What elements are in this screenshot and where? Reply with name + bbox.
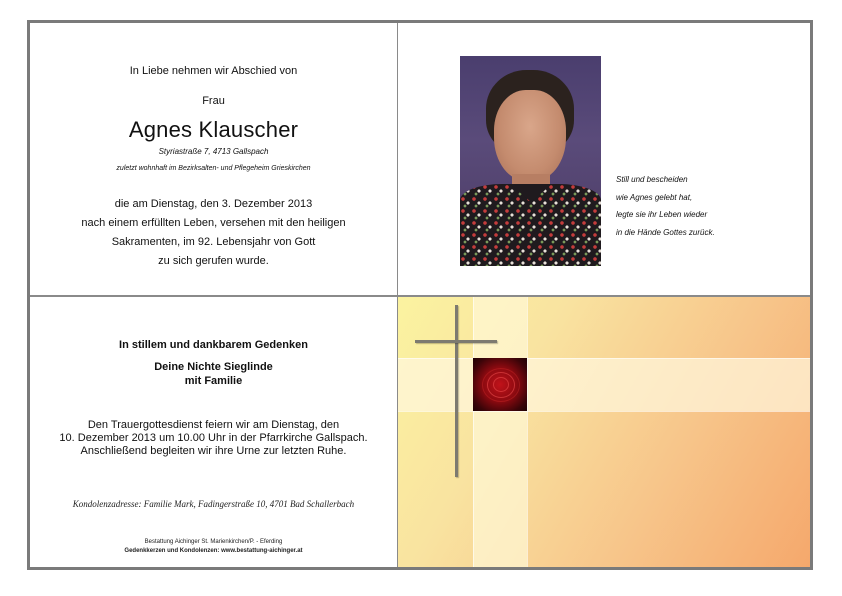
intro-text: In Liebe nehmen wir Abschied von [129,65,298,77]
portrait-panel [398,23,810,295]
band-edge-line [398,358,810,359]
announcement-line: die am Dienstag, den 3. Dezember 2013 [114,198,313,210]
remembrance-heading: In stillem und dankbarem Gedenken [119,339,308,351]
memorial-info-panel [30,297,397,567]
announcement-line: zu sich gerufen wurde. [158,255,269,267]
deceased-name: Agnes Klauscher [128,117,299,142]
death-announcement [30,195,397,271]
mourner-line: Deine Nichte Sieglinde [154,361,273,373]
deceased-address: Styriastraße 7, 4713 Gallspach [158,147,269,156]
mourner-line: mit Familie [184,375,243,387]
poem-line: in die Hände Gottes zurück. [616,227,715,237]
service-line: Anschließend begleiten wir ihre Urne zur letzten Ruhe. [80,445,347,457]
undertaker-name: Bestattung Aichinger St. Marienkirchen/P. - Eferding [144,539,283,545]
rose-petal [482,368,520,402]
portrait-photo [460,56,601,266]
memorial-poem [616,171,715,241]
notice-panel [30,23,397,295]
mourners [30,360,397,388]
rose-icon [473,358,527,411]
cross-icon-vertical [455,305,458,477]
gradient-background [398,297,810,567]
horizontal-light-band [398,358,810,411]
announcement-line: nach einem erfüllten Leben, versehen mit den heiligen [81,217,346,229]
cross-icon-horizontal [415,340,497,343]
poem-line: Still und bescheiden [616,175,688,184]
decorative-panel [398,297,810,567]
death-notice-card [27,20,813,570]
vertical-light-band [473,297,527,567]
service-line: Den Trauergottesdienst feiern wir am Dienstag, den [87,419,340,431]
poem-line: legte sie ihr Leben wieder [616,210,708,219]
last-residence: zuletzt wohnhaft im Bezirksalten- und Pflegeheim Grieskirchen [116,165,311,172]
band-edge-line [527,297,528,567]
band-edge-line [473,297,474,567]
condolence-address: Kondolenzadresse: Familie Mark, Fadingerstraße 10, 4701 Bad Schallerbach [72,499,355,509]
funeral-service-info [30,419,397,458]
salutation: Frau [202,95,225,107]
poem-line: wie Agnes gelebt hat, [616,192,693,202]
band-edge-line [398,411,810,412]
undertaker-info [30,538,397,556]
announcement-line: Sakramenten, im 92. Lebensjahr von Gott [111,236,316,248]
undertaker-website: Gedenkkerzen und Kondolenzen: www.bestattung-aichinger.at [124,548,303,554]
portrait-face [494,90,566,182]
service-line: 10. Dezember 2013 um 10.00 Uhr in der Pfarrkirche Gallspach. [59,432,368,444]
